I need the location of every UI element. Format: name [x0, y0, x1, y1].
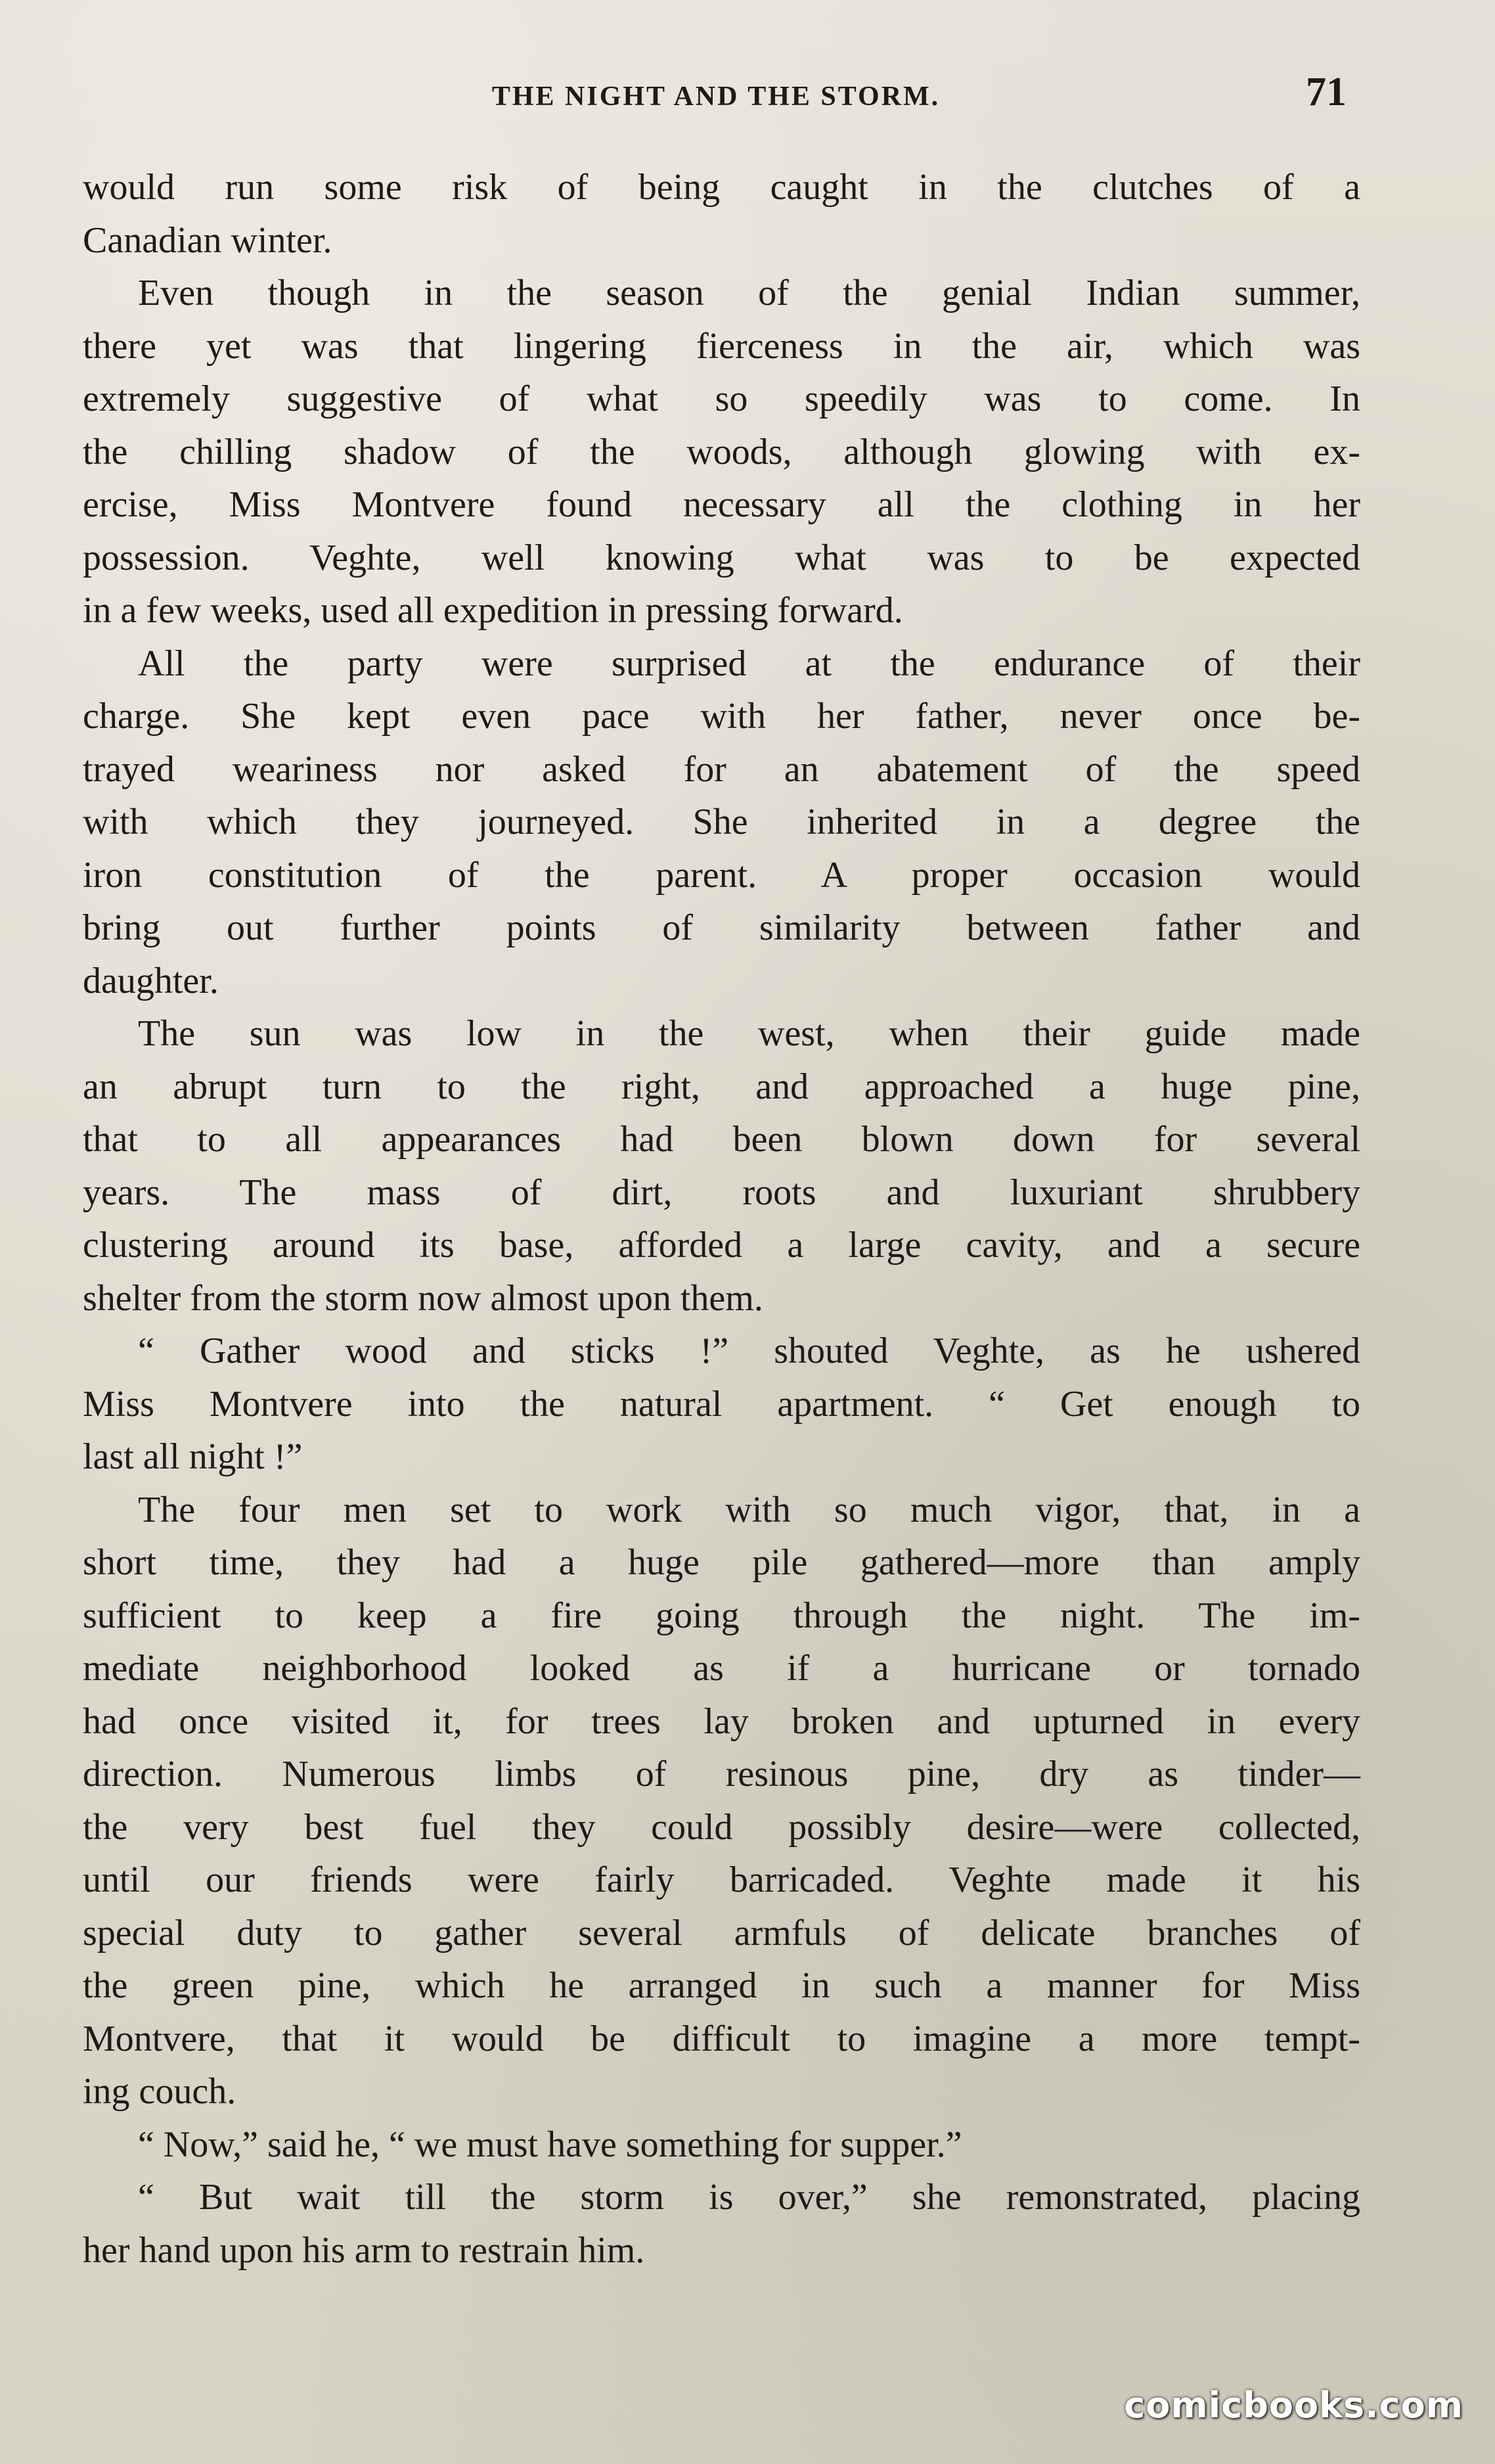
- text-line: All the party were surprised at the endurance of their: [138, 643, 1360, 684]
- text-line: iron constitution of the parent. A proper occasion would: [83, 854, 1360, 896]
- text-line: the green pine, which he arranged in such a manner for Miss: [83, 1965, 1360, 2006]
- text-line: trayed weariness nor asked for an abatement of the speed: [83, 748, 1360, 790]
- text-line: extremely suggestive of what so speedily was to come. In: [83, 378, 1360, 419]
- text-line: in a few weeks, used all expedition in pressing forward.: [83, 590, 903, 631]
- text-line: short time, they had a huge pile gathered—more than amply: [83, 1542, 1360, 1583]
- page-number: 71: [1306, 70, 1347, 114]
- text-line: The four men set to work with so much vigor, that, in a: [138, 1489, 1360, 1530]
- text-line: last all night !”: [83, 1436, 303, 1477]
- text-line: Canadian winter.: [83, 219, 332, 261]
- text-line: that to all appearances had been blown down for several: [83, 1119, 1360, 1160]
- text-line: charge. She kept even pace with her father, never once be-: [83, 696, 1360, 737]
- text-line: shelter from the storm now almost upon them.: [83, 1277, 763, 1319]
- text-line: The sun was low in the west, when their guide made: [138, 1013, 1360, 1054]
- text-line: her hand upon his arm to restrain him.: [83, 2229, 645, 2271]
- text-line: years. The mass of dirt, roots and luxuriant shrubbery: [83, 1172, 1360, 1213]
- page-header: [79, 69, 1353, 122]
- text-line: clustering around its base, afforded a large cavity, and a secure: [83, 1225, 1360, 1266]
- text-line: there yet was that lingering fierceness in the air, which was: [83, 325, 1360, 367]
- text-line: direction. Numerous limbs of resinous pine, dry as tinder—: [83, 1754, 1360, 1794]
- text-line: ercise, Miss Montvere found necessary all the clothing in her: [83, 484, 1360, 525]
- text-line: ing couch.: [83, 2071, 236, 2112]
- running-head: THE NIGHT AND THE STORM.: [491, 81, 941, 112]
- text-line: the very best fuel they could possibly desire—were collected,: [83, 1806, 1360, 1848]
- text-line: had once visited it, for trees lay broken and upturned in every: [83, 1700, 1360, 1742]
- text-line: the chilling shadow of the woods, although glowing with ex-: [83, 431, 1360, 472]
- text-line: an abrupt turn to the right, and approached a huge pine,: [83, 1066, 1360, 1107]
- text-line: “ Gather wood and sticks !” shouted Veghte, as he ushered: [138, 1331, 1360, 1371]
- text-line: “ Now,” said he, “ we must have something for supper.”: [138, 2124, 962, 2165]
- text-line: sufficient to keep a fire going through the night. The im-: [83, 1595, 1360, 1636]
- text-line: with which they journeyed. She inherited in a degree the: [83, 802, 1360, 842]
- text-line: until our friends were fairly barricaded. Veghte made it his: [83, 1859, 1360, 1900]
- watermark-text: comicbooks.com: [1124, 2384, 1463, 2426]
- text-line: bring out further points of similarity between father and: [83, 907, 1360, 948]
- text-line: daughter.: [83, 960, 219, 1001]
- text-line: “ But wait till the storm is over,” she remonstrated, placing: [138, 2177, 1360, 2218]
- text-line: would run some risk of being caught in the clutches of a: [83, 167, 1360, 208]
- text-line: Miss Montvere into the natural apartment. “ Get enough to: [83, 1383, 1360, 1425]
- body-text: [83, 161, 1360, 2277]
- text-line: Even though in the season of the genial Indian summer,: [138, 273, 1360, 313]
- text-line: mediate neighborhood looked as if a hurricane or tornado: [83, 1648, 1360, 1689]
- text-line: special duty to gather several armfuls of delicate branches of: [83, 1912, 1360, 1953]
- text-line: Montvere, that it would be difficult to imagine a more tempt-: [83, 2018, 1360, 2059]
- text-line: possession. Veghte, well knowing what was to be expected: [83, 537, 1360, 578]
